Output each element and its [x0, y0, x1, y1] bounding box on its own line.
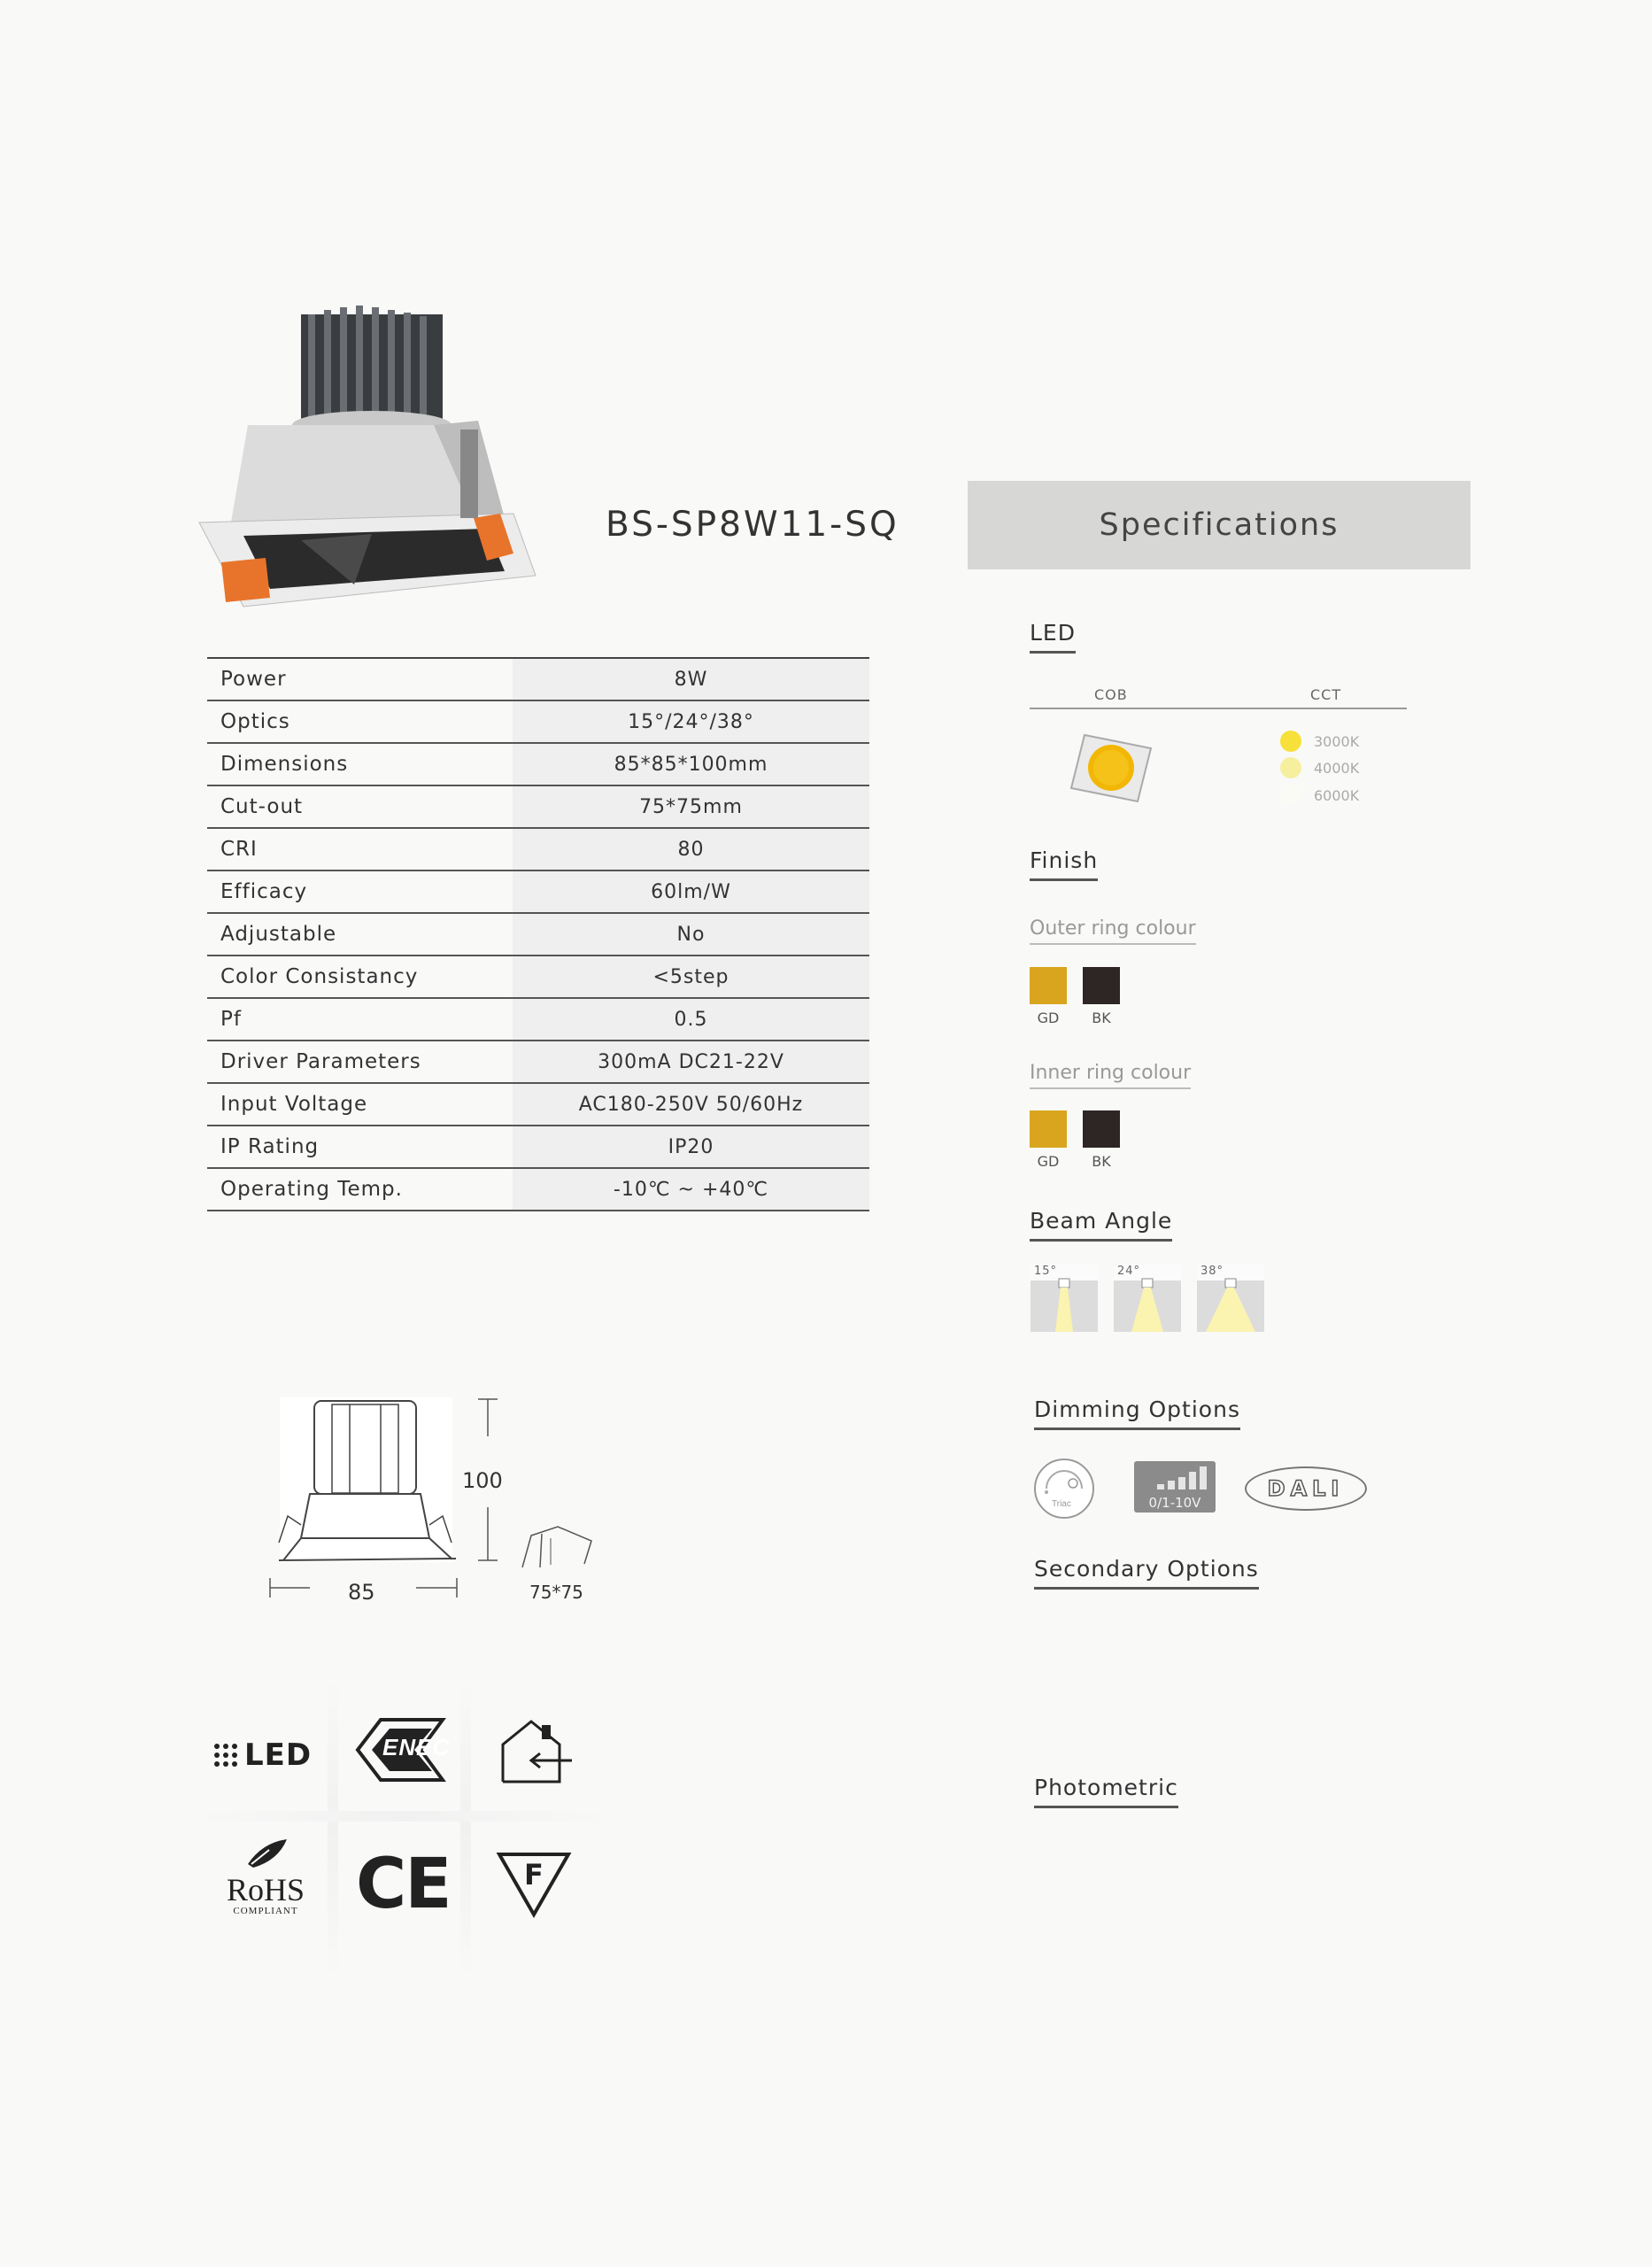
spec-label: Efficacy: [220, 880, 308, 903]
spec-label: Optics: [220, 710, 290, 733]
table-row: [207, 956, 869, 999]
led-cert-label: LED: [244, 1737, 313, 1773]
enec-icon: [354, 1716, 451, 1787]
spec-value: 60lm/W: [513, 871, 869, 912]
spec-label: Pf: [220, 1008, 242, 1031]
spec-label: Driver Parameters: [220, 1050, 421, 1073]
table-row: [207, 1169, 869, 1211]
dali-icon: [1245, 1466, 1367, 1511]
photometric-heading: Photometric: [1034, 1775, 1178, 1808]
table-row: [207, 659, 869, 701]
spec-label: Power: [220, 668, 287, 691]
cct-option-6000k: [1280, 785, 1359, 806]
dimension-width-label: 85: [348, 1580, 375, 1605]
spec-label: Input Voltage: [220, 1093, 368, 1116]
outer-swatch-bk: [1083, 967, 1120, 1026]
beam-label: 24°: [1117, 1265, 1141, 1278]
0-10v-label: 0/1-10V: [1148, 1495, 1201, 1511]
swatch-label: GD: [1037, 1153, 1060, 1170]
dimension-height-label: 100: [462, 1468, 503, 1493]
beam-label: 15°: [1034, 1265, 1058, 1278]
cct-option-label: 4000K: [1314, 759, 1360, 777]
spec-label: Operating Temp.: [220, 1178, 403, 1201]
rohs-icon: [226, 1838, 305, 1916]
spec-value: 75*75mm: [513, 786, 869, 827]
color-swatch: [1083, 1110, 1120, 1148]
spec-label: CRI: [220, 838, 258, 861]
rohs-sub-label: COMPLIANT: [233, 1906, 298, 1916]
f-mark-icon: [496, 1851, 572, 1918]
cct-option-4000k: [1280, 757, 1359, 778]
spec-value: 0.5: [513, 999, 869, 1040]
spec-value: 85*85*100mm: [513, 744, 869, 785]
cob-label: COB: [1094, 686, 1128, 703]
spec-value: 15°/24°/38°: [513, 701, 869, 742]
table-row: [207, 1084, 869, 1126]
table-row: [207, 1041, 869, 1084]
table-row: [207, 829, 869, 871]
swatch-label: GD: [1037, 1010, 1060, 1026]
table-row: [207, 786, 869, 829]
cct-option-3000k: [1280, 731, 1359, 752]
secondary-options-heading: Secondary Options: [1034, 1556, 1259, 1590]
finish-heading: Finish: [1030, 847, 1098, 881]
inner-swatch-gd: [1030, 1110, 1067, 1170]
spec-value: 300mA DC21-22V: [513, 1041, 869, 1082]
table-row: [207, 744, 869, 786]
spec-value: 8W: [513, 659, 869, 700]
beam-angle-heading: Beam Angle: [1030, 1208, 1172, 1242]
table-row: [207, 1126, 869, 1169]
spec-value: <5step: [513, 956, 869, 997]
spec-value: No: [513, 914, 869, 955]
cct-label: CCT: [1310, 686, 1342, 703]
inner-ring-heading: Inner ring colour: [1030, 1062, 1191, 1089]
product-model: BS-SP8W11-SQ: [606, 505, 899, 545]
spec-value: IP20: [513, 1126, 869, 1167]
cct-swatch: [1280, 785, 1301, 806]
table-row: [207, 701, 869, 744]
triac-dimmer-icon: [1032, 1457, 1096, 1525]
led-heading: LED: [1030, 620, 1076, 654]
beam-24-icon: [1114, 1265, 1181, 1332]
spec-label: Color Consistancy: [220, 965, 419, 988]
spec-value: AC180-250V 50/60Hz: [513, 1084, 869, 1125]
cct-option-label: 3000K: [1314, 732, 1360, 750]
table-row: [207, 914, 869, 956]
cct-swatch: [1280, 731, 1301, 752]
product-photo: [195, 306, 540, 611]
spec-label: Adjustable: [220, 923, 337, 946]
outer-ring-heading: Outer ring colour: [1030, 917, 1196, 945]
color-swatch: [1030, 967, 1067, 1004]
table-row: [207, 999, 869, 1041]
inner-swatch-bk: [1083, 1110, 1120, 1170]
ce-mark: CE: [356, 1845, 451, 1924]
led-cert-icon: [212, 1737, 312, 1773]
led-divider: [1030, 708, 1407, 709]
spec-table: [207, 657, 869, 1211]
specifications-banner: Specifications: [968, 481, 1471, 569]
f-mark-label: F: [524, 1858, 544, 1892]
0-10v-dimmer-icon: [1134, 1461, 1216, 1513]
triac-label: Triac: [1052, 1499, 1071, 1509]
rohs-label: RoHS: [226, 1872, 305, 1907]
spec-label: Cut-out: [220, 795, 304, 818]
swatch-label: BK: [1092, 1153, 1111, 1170]
dimming-heading: Dimming Options: [1034, 1397, 1240, 1430]
spec-label: Dimensions: [220, 753, 349, 776]
dimension-drawing: [266, 1392, 602, 1605]
enec-label: ENEC: [382, 1734, 451, 1760]
color-swatch: [1083, 967, 1120, 1004]
beam-label: 38°: [1200, 1265, 1224, 1278]
dimension-cutout-label: 75*75: [529, 1582, 583, 1603]
cct-option-label: 6000K: [1314, 786, 1360, 804]
swatch-label: BK: [1092, 1010, 1111, 1026]
color-swatch: [1030, 1110, 1067, 1148]
table-row: [207, 871, 869, 914]
beam-38-icon: [1197, 1265, 1264, 1332]
outer-swatch-gd: [1030, 967, 1067, 1026]
cob-chip-icon: [1067, 731, 1155, 806]
indoor-use-icon: [496, 1718, 575, 1789]
spec-value: -10℃ ~ +40℃: [513, 1169, 869, 1210]
beam-15-icon: [1031, 1265, 1098, 1332]
spec-label: IP Rating: [220, 1135, 320, 1158]
dali-label: DALI: [1267, 1476, 1345, 1501]
cct-swatch: [1280, 757, 1301, 778]
spec-value: 80: [513, 829, 869, 870]
